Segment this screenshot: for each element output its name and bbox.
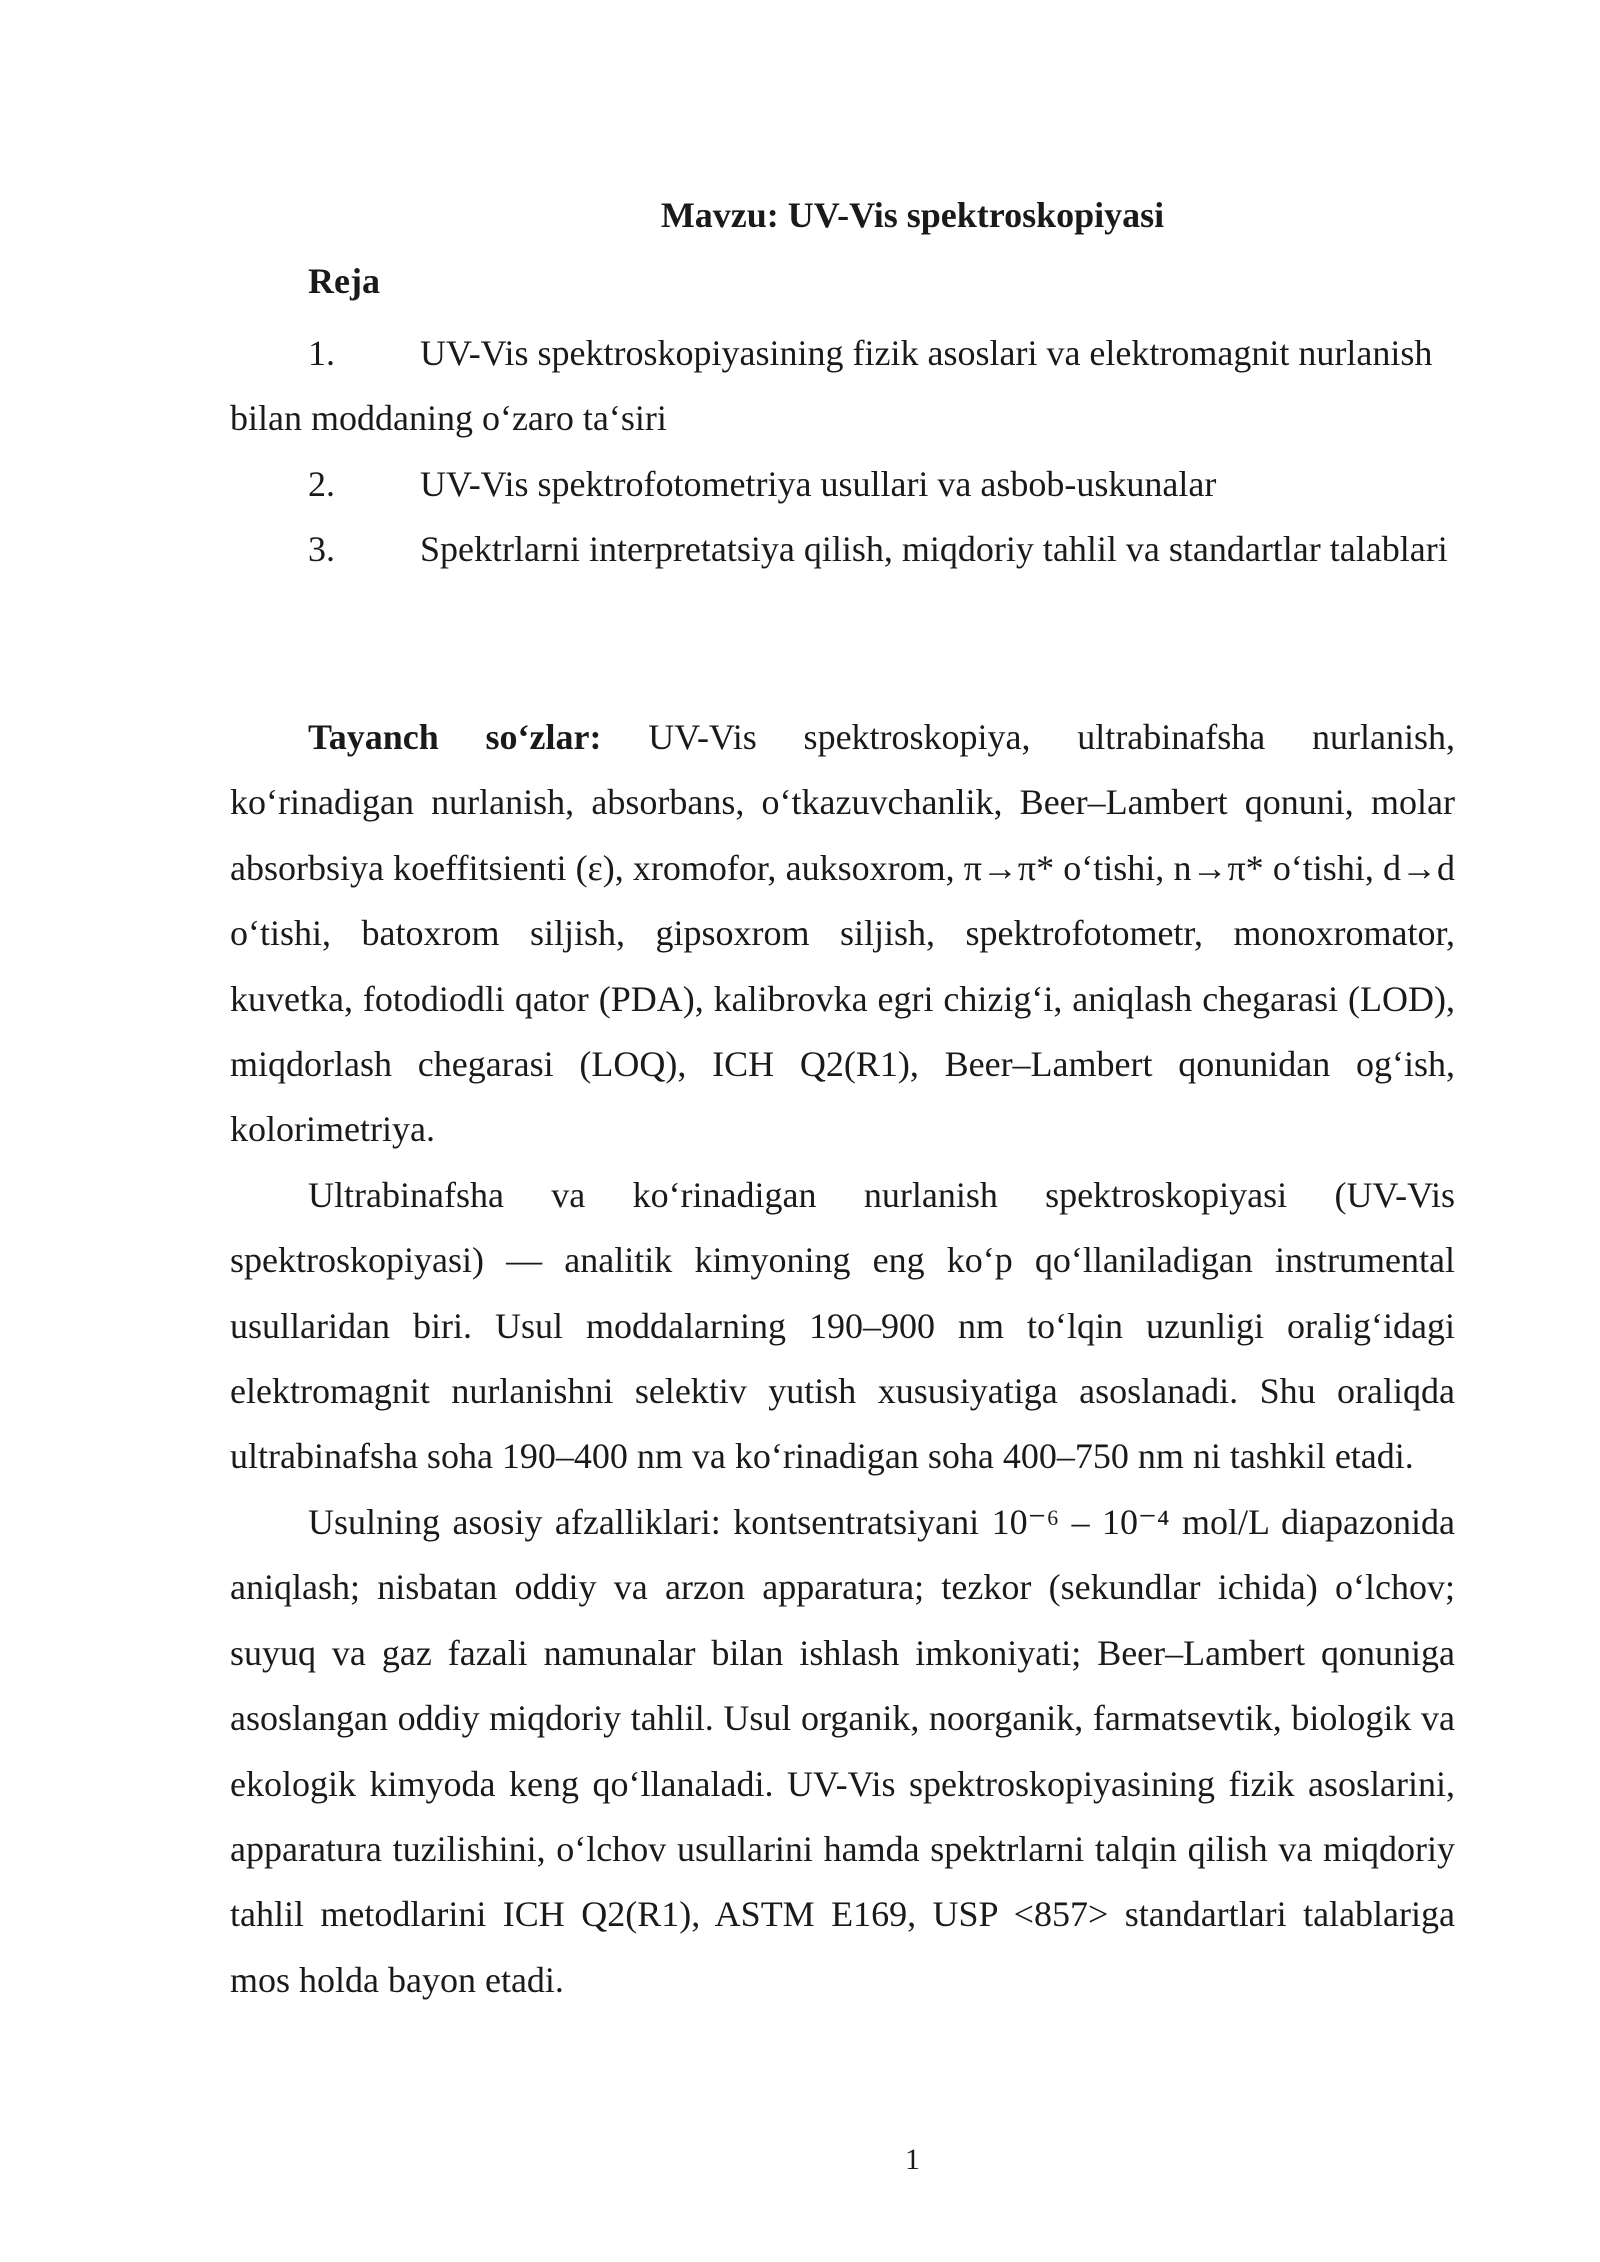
- plan-item-1: [230, 321, 1455, 452]
- plan-heading: Reja: [308, 261, 380, 301]
- plan-item-number: 1.: [308, 333, 335, 373]
- document-title: Mavzu: UV-Vis spektroskopiyasi: [660, 195, 1165, 235]
- plan-item-text: Spektrlarni interpretatsiya qilish, miqdoriy tahlil va standartlar talablari: [420, 529, 1448, 570]
- keywords-paragraph: [230, 705, 1455, 1163]
- plan-item-number: 2.: [308, 463, 335, 504]
- paragraph-intro: Ultrabinafsha va ko‘rinadigan nurlanish spektroskopiyasi (UV-Vis spektroskopiyasi) — analitik kimyoning eng ko‘p qo‘llaniladigan instrumental usullaridan biri. Usul moddalarning 190–900 nm to‘lqin uzunligi oralig‘idagi elektromagnit nurlanishni selektiv yutish xususiyatiga asoslanadi. Shu oraliqda ultrabinafsha soha 190–400 nm va ko‘rinadigan soha 400–750 nm ni tashkil etadi.: [230, 1174, 1455, 1477]
- body-text: [230, 705, 1455, 2013]
- document-page: [230, 0, 1455, 2262]
- plan-item-text: UV-Vis spektroskopiyasining fizik asoslari va elektromagnit nurlanish bilan moddaning o‘zaro ta‘siri: [230, 333, 1433, 439]
- plan-item-number: 3.: [308, 529, 335, 570]
- keywords-label: Tayanch so‘zlar:: [308, 717, 602, 757]
- page-number: 1: [905, 2143, 920, 2176]
- keywords-text: UV-Vis spektroskopiya, ultrabinafsha nurlanish, ko‘rinadigan nurlanish, absorbans, o‘tkazuvchanlik, Beer–Lambert qonuni, molar absorbsiya koeffitsienti (ε), xromofor, auksoxrom, π→π* o‘tishi, n→π* o‘tishi, d→d o‘tishi, batoxrom siljish, gipsoxrom siljish, spektrofotometr, monoxromator, kuvetka, fotodiodli qator (PDA), kalibrovka egri chizig‘i, aniqlash chegarasi (LOD), miqdorlash chegarasi (LOQ), ICH Q2(R1), Beer–Lambert qonunidan og‘ish, kolorimetriya.: [230, 717, 1455, 1150]
- paragraph-advantages: Usulning asosiy afzalliklari: kontsentratsiyani 10⁻⁶ – 10⁻⁴ mol/L diapazonida aniqlash; nisbatan oddiy va arzon apparatura; tezkor (sekundlar ichida) o‘lchov; suyuq va gaz fazali namunalar bilan ishlash imkoniyati; Beer–Lambert qonuniga asoslangan oddiy miqdoriy tahlil. Usul organik, noorganik, farmatsevtik, biologik va ekologik kimyoda keng qo‘llanaladi. UV-Vis spektroskopiyasining fizik asoslarini, apparatura tuzilishini, o‘lchov usullarini hamda spektrlarni talqin qilish va miqdoriy tahlil metodlarini ICH Q2(R1), ASTM E169, USP <857> standartlari talablariga mos holda bayon etadi.: [230, 1501, 1455, 2000]
- plan-item-3: [230, 517, 1455, 582]
- plan-list: [230, 321, 1455, 583]
- plan-item-text: UV-Vis spektrofotometriya usullari va asbob-uskunalar: [420, 463, 1217, 504]
- plan-item-2: [230, 452, 1455, 517]
